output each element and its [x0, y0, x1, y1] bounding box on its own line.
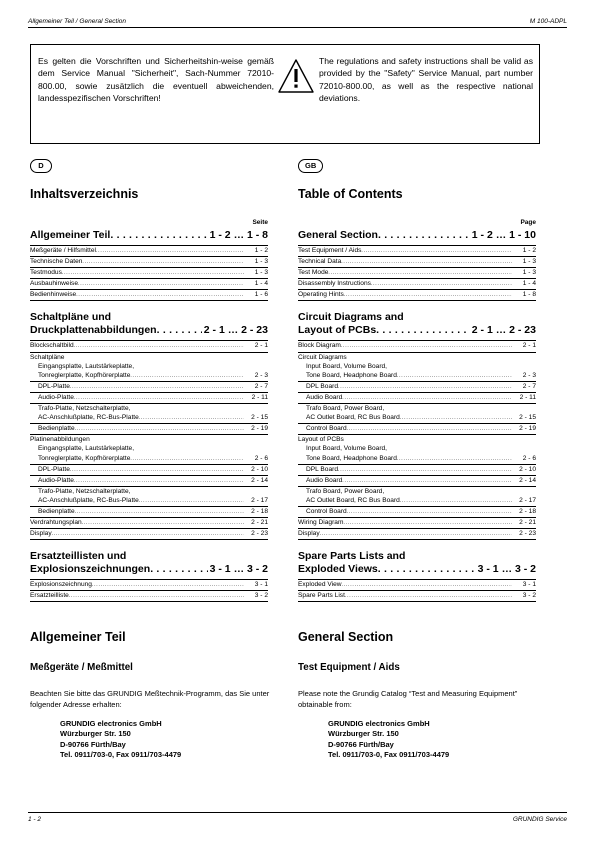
toc-section-heading[interactable]: Exploded Views . . . 3 - 1 … 3 - 2	[298, 563, 536, 576]
general-text-de: Beachten Sie bitte das GRUNDIG Meßtechnik-Programm, das Sie unter folgender Adresse erhalten:	[30, 689, 270, 709]
toc-entry[interactable]: Display . . . 2 - 23	[30, 529, 268, 540]
header-left: Allgemeiner Teil / General Section	[28, 18, 127, 25]
toc-section-heading-line: Schaltpläne und	[30, 311, 112, 324]
toc-entry[interactable]: Audio-Platte . . . 2 - 14	[30, 476, 268, 487]
toc-group: Schaltpläne	[30, 353, 65, 361]
address-line: Tel. 0911/703-0, Fax 0911/703-4479	[328, 750, 450, 760]
header-right: M 100-ADPL	[529, 18, 567, 25]
toc-section-2-en	[298, 311, 536, 540]
language-badge-en: GB	[298, 159, 323, 173]
toc-entry[interactable]: Test Equipment / Aids . . . 1 - 2	[298, 246, 536, 257]
address-line: GRUNDIG electronics GmbH	[328, 719, 430, 728]
toc-entry[interactable]: Verdrahtungsplan . . . 2 - 21	[30, 518, 268, 529]
toc-entry[interactable]: Spare Parts List . . . 3 - 2	[298, 591, 536, 602]
toc-group: Circuit Diagrams	[298, 353, 347, 361]
toc-entry[interactable]: Operating Hints . . . 1 - 8	[298, 290, 536, 301]
toc-column-en	[298, 155, 536, 602]
toc-section-heading[interactable]: General Section . . . 1 - 2 … 1 - 10	[298, 229, 536, 242]
toc-section-heading[interactable]: Explosionszeichnungen . . . 3 - 1 … 3 - 2	[30, 563, 268, 576]
toc-entry[interactable]: AC Outlet Board, RC Bus Board . . . 2 - 17	[298, 496, 536, 507]
toc-entry[interactable]: Tonreglerplatte, Kopfhörerplatte . . . 2 - 3	[30, 371, 268, 382]
footer-brand: GRUNDIG Service	[512, 816, 567, 823]
address-line: Tel. 0911/703-0, Fax 0911/703-4479	[60, 750, 182, 760]
toc-group: Platinenabbildungen	[30, 436, 90, 444]
toc-group-line: Trafo Board, Power Board,	[306, 487, 385, 495]
safety-text-de: Es gelten die Vorschriften und Sicherheitshin-weise gemäß dem Service Manual "Sicherheit", Sach-Nummer 72010-800.00, sowie zusätzlich die eventuell abweichenden, landesspezifischen Vorschriften!	[38, 56, 274, 104]
toc-column-de	[30, 155, 268, 602]
toc-entry[interactable]: AC-Anschlußplatte, RC-Bus-Platte . . . 2 - 15	[30, 413, 268, 424]
general-section-de	[30, 630, 272, 761]
toc-entry[interactable]: Bedienplatte . . . 2 - 19	[30, 424, 268, 435]
address-block-de	[60, 719, 272, 761]
toc-entry[interactable]: Blockschaltbild . . . 2 - 1	[30, 341, 268, 352]
toc-group-line: Input Board, Volume Board,	[306, 445, 388, 453]
toc-entry[interactable]: Exploded View . . . 3 - 1	[298, 580, 536, 591]
toc-entry[interactable]: Disassembly Instructions . . . 1 - 4	[298, 279, 536, 290]
general-text-en: Please note the Grundig Catalog “Test and Measuring Equipment” obtainable from:	[298, 689, 518, 709]
toc-entry[interactable]: Tonreglerplatte, Kopfhörerplatte . . . 2 - 6	[30, 454, 268, 465]
toc-entry[interactable]: Wiring Diagram . . . 2 - 21	[298, 518, 536, 529]
toc-entry[interactable]: Bedienhinweise . . . 1 - 6	[30, 290, 268, 301]
page-column-label-en: Page	[520, 219, 536, 226]
toc-entry[interactable]: Test Mode . . . 1 - 3	[298, 268, 536, 279]
toc-entry[interactable]: Testmodus . . . 1 - 3	[30, 268, 268, 279]
toc-title-de: Inhaltsverzeichnis	[30, 187, 139, 201]
general-section-en	[298, 630, 540, 761]
toc-entry[interactable]: Bedienplatte . . . 2 - 18	[30, 507, 268, 518]
address-line: Würzburger Str. 150	[328, 729, 399, 739]
address-block-en	[328, 719, 540, 761]
toc-group-line: Trafo Board, Power Board,	[306, 405, 385, 413]
toc-entry[interactable]: DPL Board . . . 2 - 10	[298, 465, 536, 476]
toc-section-heading[interactable]: Allgemeiner Teil . . . 1 - 2 … 1 - 8	[30, 229, 268, 242]
address-line: D-90766 Fürth/Bay	[60, 739, 126, 749]
toc-group-line: Trafo-Platte, Netzschalterplatte,	[38, 487, 131, 495]
toc-section-1-en	[298, 229, 536, 301]
page-column-label-de: Seite	[252, 219, 268, 226]
toc-group-line: Trafo-Platte, Netzschalterplatte,	[38, 405, 131, 413]
toc-entry[interactable]: AC-Anschlußplatte, RC-Bus-Platte . . . 2 - 17	[30, 496, 268, 507]
toc-entry[interactable]: Tone Board, Headphone Board . . . 2 - 3	[298, 371, 536, 382]
safety-text-en: The regulations and safety instructions shall be valid as provided by the "Safety" Service Manual, part number 72010-800.00, as well as the respective national deviations.	[319, 56, 533, 104]
toc-entry[interactable]: AC Outlet Board, RC Bus Board . . . 2 - 15	[298, 413, 536, 424]
toc-section-heading-line: Ersatzteillisten und	[30, 550, 127, 563]
toc-entry[interactable]: Block Diagram . . . 2 - 1	[298, 341, 536, 352]
toc-entry[interactable]: Ersatzteilliste . . . 3 - 2	[30, 591, 268, 602]
warning-triangle-icon	[276, 57, 316, 95]
toc-entry[interactable]: Explosionszeichnung . . . 3 - 1	[30, 580, 268, 591]
toc-title-en: Table of Contents	[298, 187, 403, 201]
toc-entry[interactable]: Tone Board, Headphone Board . . . 2 - 6	[298, 454, 536, 465]
toc-entry[interactable]: DPL-Platte . . . 2 - 10	[30, 465, 268, 476]
general-title-de: Allgemeiner Teil	[30, 630, 126, 644]
toc-section-3-de	[30, 550, 268, 602]
toc-entry[interactable]: DPL Board . . . 2 - 7	[298, 382, 536, 393]
toc-entry[interactable]: Audio-Platte . . . 2 - 11	[30, 393, 268, 404]
toc-group: Layout of PCBs	[298, 436, 344, 444]
page-footer	[28, 812, 567, 823]
toc-section-heading[interactable]: Layout of PCBs . . . 2 - 1 … 2 - 23	[298, 324, 536, 337]
toc-section-2-de	[30, 311, 268, 540]
address-line: GRUNDIG electronics GmbH	[60, 719, 162, 728]
page-number: 1 - 2	[28, 816, 42, 823]
language-badge-de: D	[30, 159, 52, 173]
toc-entry[interactable]: Technische Daten . . . 1 - 3	[30, 257, 268, 268]
toc-entry[interactable]: Control Board . . . 2 - 18	[298, 507, 536, 518]
address-line: D-90766 Fürth/Bay	[328, 739, 394, 749]
toc-section-heading-line: Circuit Diagrams and	[298, 311, 404, 324]
toc-section-heading-line: Spare Parts Lists and	[298, 550, 406, 563]
toc-entry[interactable]: Technical Data . . . 1 - 3	[298, 257, 536, 268]
toc-section-1-de	[30, 229, 268, 301]
toc-entry[interactable]: Ausbauhinweise . . . 1 - 4	[30, 279, 268, 290]
address-line: Würzburger Str. 150	[60, 729, 131, 739]
toc-group-line: Input Board, Volume Board,	[306, 362, 388, 370]
page-header	[28, 14, 567, 28]
toc-section-heading[interactable]: Druckplattenabbildungen . . . 2 - 1 … 2 - 23	[30, 324, 268, 337]
toc-entry[interactable]: Audio Board . . . 2 - 14	[298, 476, 536, 487]
toc-group-line: Eingangsplatte, Lautstärkeplatte,	[38, 445, 135, 453]
toc-entry[interactable]: DPL-Platte . . . 2 - 7	[30, 382, 268, 393]
safety-notice-box	[30, 44, 540, 144]
general-subtitle-de: Meßgeräte / Meßmittel	[30, 662, 133, 673]
toc-section-3-en	[298, 550, 536, 602]
toc-entry[interactable]: Audio Board . . . 2 - 11	[298, 393, 536, 404]
toc-group-line: Eingangsplatte, Lautstärkeplatte,	[38, 362, 135, 370]
general-title-en: General Section	[298, 630, 394, 644]
toc-entry[interactable]: Meßgeräte / Hilfsmittel . . . 1 - 2	[30, 246, 268, 257]
toc-entry[interactable]: Control Board . . . 2 - 19	[298, 424, 536, 435]
toc-entry[interactable]: Display . . . 2 - 23	[298, 529, 536, 540]
general-subtitle-en: Test Equipment / Aids	[298, 662, 400, 673]
